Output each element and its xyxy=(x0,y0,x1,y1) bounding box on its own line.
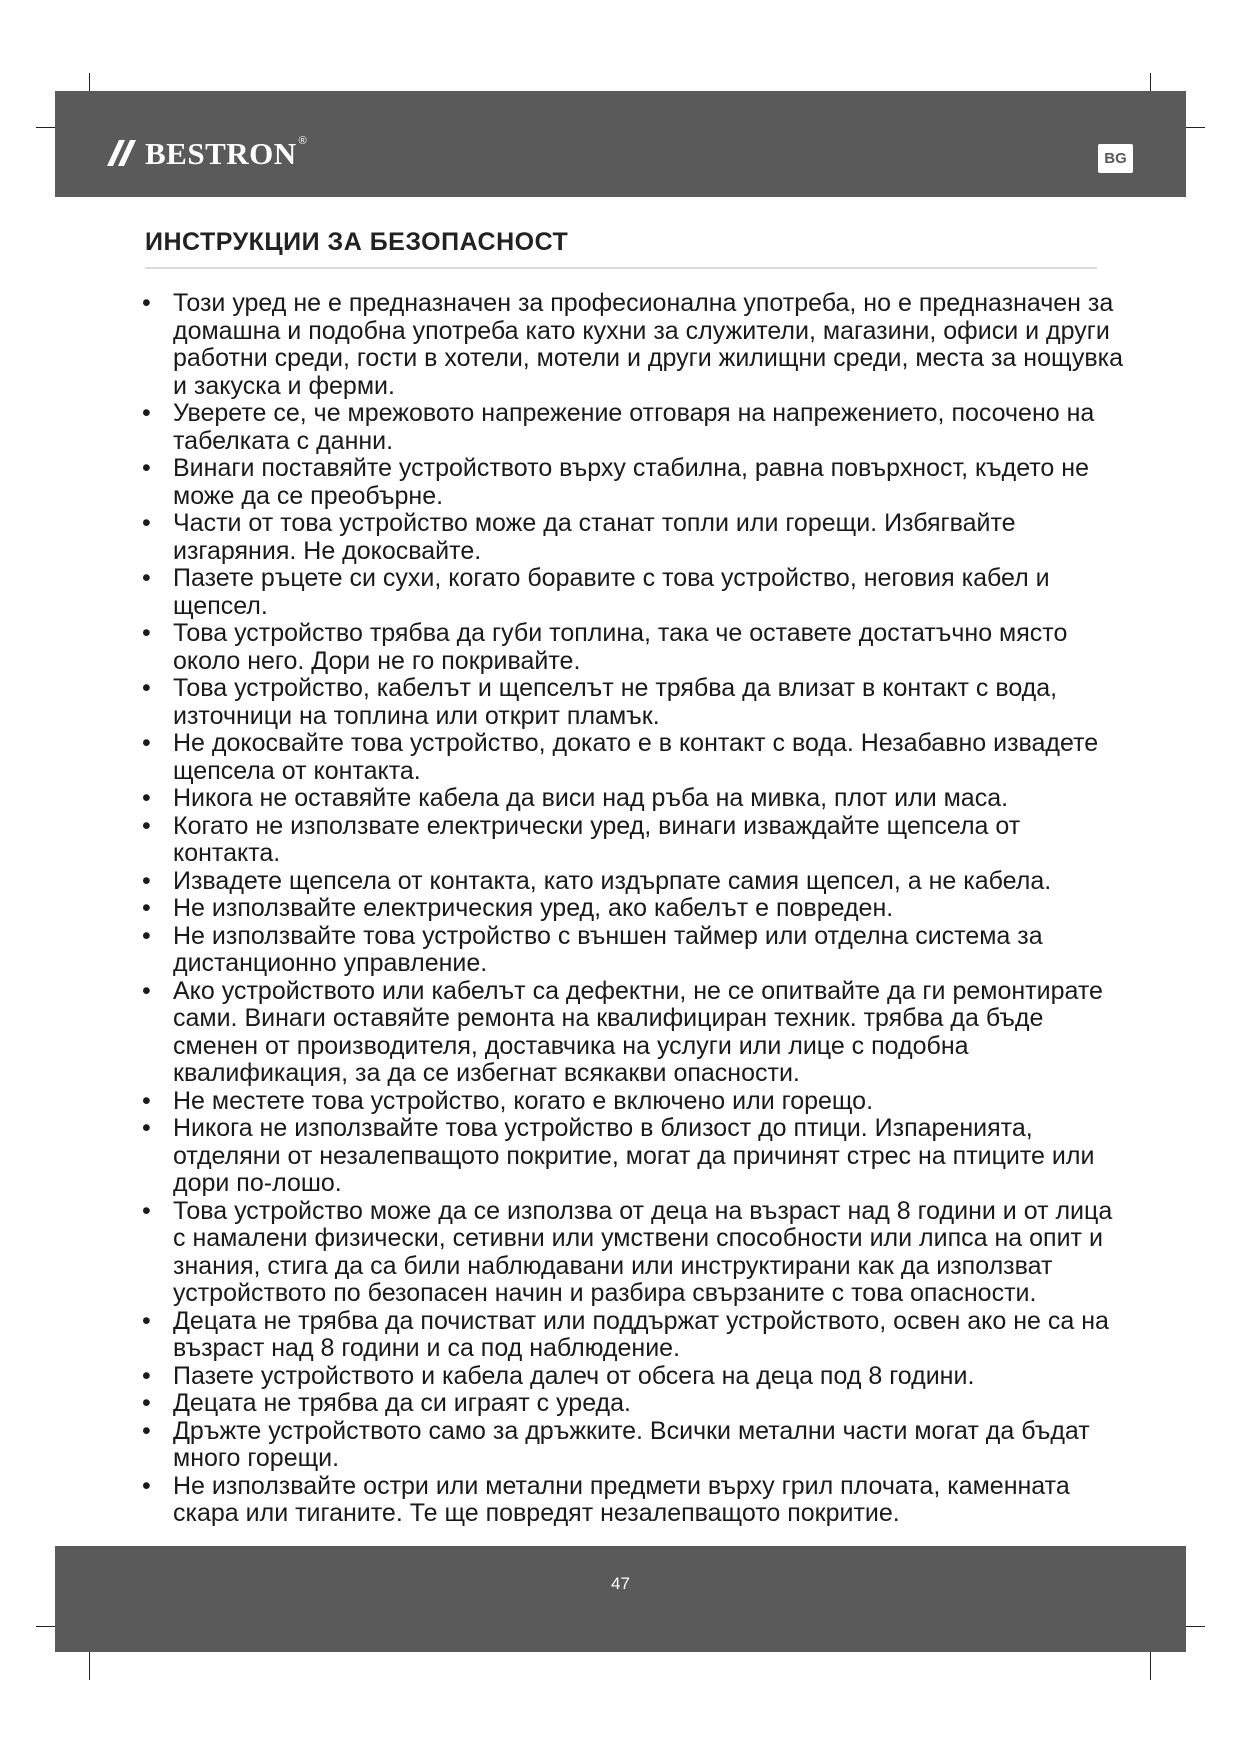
instruction-text: Винаги поставяйте устройството върху стабилна, равна повърхност, където не може да се преобърне. xyxy=(173,454,1089,510)
instruction-text: Когато не използвате електрически уред, винаги изваждайте щепсела от контакта. xyxy=(173,811,1021,867)
instruction-text: Това устройство, кабелът и щепселът не трябва да влизат в контакт с вода, източници на топлина или открит пламък. xyxy=(173,674,1058,730)
instruction-text: Дръжте устройството само за дръжките. Всички метални части могат да бъдат много горещи. xyxy=(173,1416,1090,1472)
list-item xyxy=(140,978,1130,1088)
list-item xyxy=(140,1308,1130,1363)
instruction-text: Не докосвайте това устройство, докато е в контакт с вода. Незабавно извадете щепсела от контакта. xyxy=(173,729,1099,785)
instruction-text: Това устройство може да се използва от деца на възраст над 8 години и от лица с намалени физически, сетивни или умствени способности или липса на опит и знания, стига да са били наблюдавани или инструктирани как да използват устройството по безопасен начин и разбира свързаните с това опасности. xyxy=(173,1196,1113,1307)
list-item xyxy=(140,290,1130,400)
bullet-icon: • xyxy=(142,1196,151,1225)
bullet-icon: • xyxy=(142,1471,151,1500)
list-item xyxy=(140,785,1130,813)
bullet-icon: • xyxy=(142,1361,151,1390)
instruction-text: Децата не трябва да почистват или поддържат устройството, освен ако не са на възраст над 8 години и са под наблюдение. xyxy=(173,1306,1109,1362)
list-item xyxy=(140,1473,1130,1528)
instruction-text: Децата не трябва да си играят с уреда. xyxy=(173,1389,631,1417)
list-item xyxy=(140,868,1130,896)
instruction-text: Пазете ръцете си сухи, когато боравите с това устройство, неговия кабел и щепсел. xyxy=(173,564,1050,620)
registered-mark: ® xyxy=(298,135,307,147)
bullet-icon: • xyxy=(142,729,151,757)
instruction-text: Ако устройството или кабелът са дефектни, не се опитвайте да ги ремонтирате сами. Винаги оставяйте ремонта на квалифициран техник. трябва да бъде сменен от производителя, доставчика на услуги или лице с подобна квалификация, за да се избегнат всякакви опасности. xyxy=(173,976,1103,1087)
instruction-text: Уверете се, че мрежовото напрежение отговаря на напрежението, посочено на табелката с данни. xyxy=(173,399,1095,455)
list-item xyxy=(140,1363,1130,1391)
list-item xyxy=(140,923,1130,978)
title-divider xyxy=(145,267,1097,269)
list-item xyxy=(140,620,1130,675)
brand-logo xyxy=(105,133,307,173)
bullet-icon: • xyxy=(142,811,151,840)
bullet-icon: • xyxy=(142,1114,151,1142)
instruction-text: Това устройство трябва да губи топлина, така че оставете достатъчно място около него. Дори не го покривайте. xyxy=(173,619,1068,675)
instruction-text: Части от това устройство може да станат топли или горещи. Избягвайте изгаряния. Не докосвайте. xyxy=(173,509,1016,565)
language-badge: BG xyxy=(1098,144,1133,173)
bullet-icon: • xyxy=(142,454,151,482)
list-item xyxy=(140,730,1130,785)
list-item xyxy=(140,1088,1130,1116)
instruction-text: Пазете устройството и кабела далеч от обсега на деца под 8 години. xyxy=(173,1361,975,1390)
safety-instructions-list xyxy=(140,290,1130,1528)
bullet-icon: • xyxy=(142,1416,151,1445)
list-item xyxy=(140,1115,1130,1198)
list-item xyxy=(140,400,1130,455)
instruction-text: Извадете щепсела от контакта, като издърпате самия щепсел, а не кабела. xyxy=(173,866,1052,895)
list-item xyxy=(140,565,1130,620)
bullet-icon: • xyxy=(142,784,151,812)
list-item xyxy=(140,895,1130,923)
list-item xyxy=(140,510,1130,565)
list-item xyxy=(140,1198,1130,1308)
bullet-icon: • xyxy=(142,976,151,1005)
instruction-text: Не използвайте електрическия уред, ако кабелът е повреден. xyxy=(173,894,894,922)
list-item xyxy=(140,1390,1130,1418)
list-item xyxy=(140,455,1130,510)
bullet-icon: • xyxy=(142,921,151,950)
bullet-icon: • xyxy=(142,619,151,647)
instruction-text: Никога не използвайте това устройство в близост до птици. Изпаренията, отделяни от незалепващото покритие, могат да причинят стрес на птиците или дори по-лошо. xyxy=(173,1114,1095,1197)
instruction-text: Този уред не е предназначен за професионална употреба, но е предназначен за домашна и подобна употреба като кухни за служители, магазини, офиси и други работни среди, гости в хотели, мотели и други жилищни среди, места за нощувка и закуска и ферми. xyxy=(173,289,1123,400)
instruction-text: Не местете това устройство, когато е включено или горещо. xyxy=(173,1086,874,1115)
bullet-icon: • xyxy=(142,894,151,922)
instruction-text: Не използвайте това устройство с външен таймер или отделна система за дистанционно управление. xyxy=(173,921,1043,977)
bullet-icon: • xyxy=(142,1086,151,1115)
bullet-icon: • xyxy=(142,399,151,427)
instruction-text: Никога не оставяйте кабела да виси над ръба на мивка, плот или маса. xyxy=(173,784,1009,812)
header-bar xyxy=(55,91,1186,197)
double-chevron-icon xyxy=(105,136,139,170)
list-item xyxy=(140,813,1130,868)
list-item xyxy=(140,1418,1130,1473)
bullet-icon: • xyxy=(142,1389,151,1417)
section-title: ИНСТРУКЦИИ ЗА БЕЗОПАСНОСТ xyxy=(145,228,569,256)
bullet-icon: • xyxy=(142,509,151,537)
bullet-icon: • xyxy=(142,866,151,895)
brand-name: BESTRON xyxy=(145,135,297,171)
bullet-icon: • xyxy=(142,564,151,592)
bullet-icon: • xyxy=(142,674,151,702)
bullet-icon: • xyxy=(142,1306,151,1335)
footer-bar xyxy=(55,1546,1186,1652)
list-item xyxy=(140,675,1130,730)
page-number: 47 xyxy=(611,1574,630,1593)
instruction-text: Не използвайте остри или метални предмети върху грил плочата, каменната скара или тиганите. Те ще повредят незалепващото покритие. xyxy=(173,1471,1070,1527)
bullet-icon: • xyxy=(142,289,151,317)
